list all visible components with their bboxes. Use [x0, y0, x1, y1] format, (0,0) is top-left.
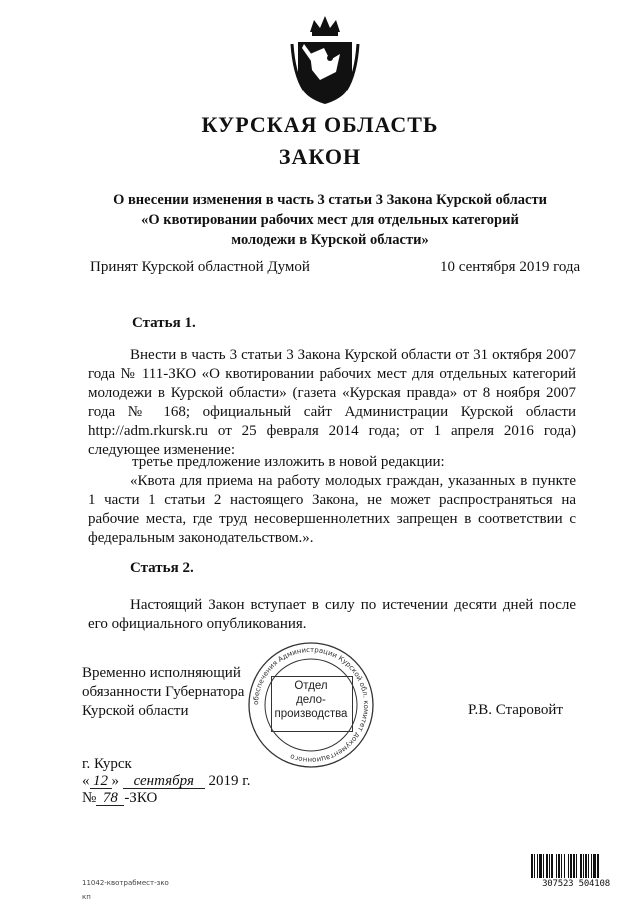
barcode-bar [568, 854, 569, 878]
barcode-bar [570, 854, 572, 878]
barcode-bar [546, 854, 548, 878]
barcode-bar [537, 854, 538, 878]
footer-filename: 11042-квотрабмест-зко [82, 879, 169, 887]
article-1-paragraph-3 [88, 472, 576, 548]
article-2-paragraph-1 [88, 596, 576, 634]
signatory-title-line-1: Временно исполняющий [82, 665, 241, 681]
barcode-bar [564, 854, 565, 878]
barcode-bar [573, 854, 575, 878]
article-1-paragraph-2: третье предложение изложить в новой редакции: [132, 454, 445, 470]
stamp-text [271, 679, 351, 721]
adoption-date: 10 сентября 2019 года [440, 259, 581, 275]
region-heading: КУРСКАЯ ОБЛАСТЬ [201, 112, 439, 137]
barcode-bar [591, 854, 592, 878]
date-close-quote: » [111, 773, 119, 789]
barcode-bar [556, 854, 557, 878]
subtitle-line-1: О внесении изменения в часть 3 статьи 3 Закона Курской области [113, 192, 547, 208]
signatory-title-line-3: Курской области [82, 703, 189, 719]
barcode-bar [576, 854, 577, 878]
law-number-suffix: -ЗКО [124, 790, 158, 806]
barcode-bar [549, 854, 550, 878]
barcode [530, 854, 622, 878]
signatory-name: Р.В. Старовойт [468, 702, 563, 718]
signatory-title [82, 664, 244, 721]
barcode-bar [585, 854, 587, 878]
stamp-ring-text: обеспечения Администрации Курской обл. комитет документационного [251, 645, 371, 765]
barcode-bar [531, 854, 533, 878]
article-1-title: Статья 1. [132, 315, 196, 331]
barcode-bar [539, 854, 542, 878]
barcode-bar [543, 854, 544, 878]
subtitle-line-2: «О квотировании рабочих мест для отдельных категорий [141, 212, 519, 228]
date-open-quote: « [82, 773, 90, 789]
date-year: 2019 г. [208, 773, 251, 789]
barcode-number: 307523 504108 [542, 879, 610, 889]
barcode-bar [534, 854, 535, 878]
barcode-bar [588, 854, 589, 878]
stamp-line-1: Отдел [294, 680, 328, 692]
stamp-line-3: производства [274, 708, 348, 720]
barcode-bar [583, 854, 584, 878]
subtitle-line-3: молодежи в Курской области» [231, 232, 429, 248]
article-1-paragraph-1 [88, 346, 576, 460]
date-month: сентября [123, 774, 205, 789]
barcode-bar [561, 854, 562, 878]
law-subtitle [80, 190, 580, 250]
law-number [82, 790, 157, 807]
law-heading: ЗАКОН [278, 144, 362, 169]
coat-of-arms-emblem [290, 14, 360, 106]
signatory-title-line-2: обязанности Губернатора [82, 684, 245, 700]
article-2-paragraph-1-text: Настоящий Закон вступает в силу по истечении десяти дней после его официального опубликования. [88, 597, 576, 632]
article-1-paragraph-3-text: «Квота для приема на работу молодых граждан, указанных в пункте 1 части 1 статьи 2 настоящего Закона, не может распространяться на рабочие места, где труд несовершеннолетних запрещен в соответствии с федеральным законодательством.». [88, 473, 576, 546]
footer-mark: кп [82, 893, 91, 901]
article-2-title: Статья 2. [130, 560, 194, 576]
barcode-bar [593, 854, 596, 878]
barcode-bar [551, 854, 553, 878]
date-day: 12 [90, 774, 112, 789]
barcode-bar [580, 854, 582, 878]
law-number-prefix: № [82, 790, 97, 806]
adoption-text: Принят Курской областной Думой [90, 259, 310, 275]
signing-date [82, 773, 250, 790]
law-number-value: 78 [96, 791, 124, 806]
barcode-bar [597, 854, 599, 878]
barcode-bar [558, 854, 560, 878]
city: г. Курск [82, 756, 132, 772]
article-1-paragraph-1-text: Внести в часть 3 статьи 3 Закона Курской области от 31 октября 2007 года № 111-ЗКО «О квотировании рабочих мест для отдельных категорий молодежи в Курской области» (газета «Курская правда» от 8 ноября 2007 года № 168; официальный сайт Администрации Курской области http://adm.rkursk.ru от 25 февраля 2014 года; от 1 апреля 2016 года) следующее изменение: [88, 347, 576, 458]
stamp-line-2: дело- [296, 694, 326, 706]
